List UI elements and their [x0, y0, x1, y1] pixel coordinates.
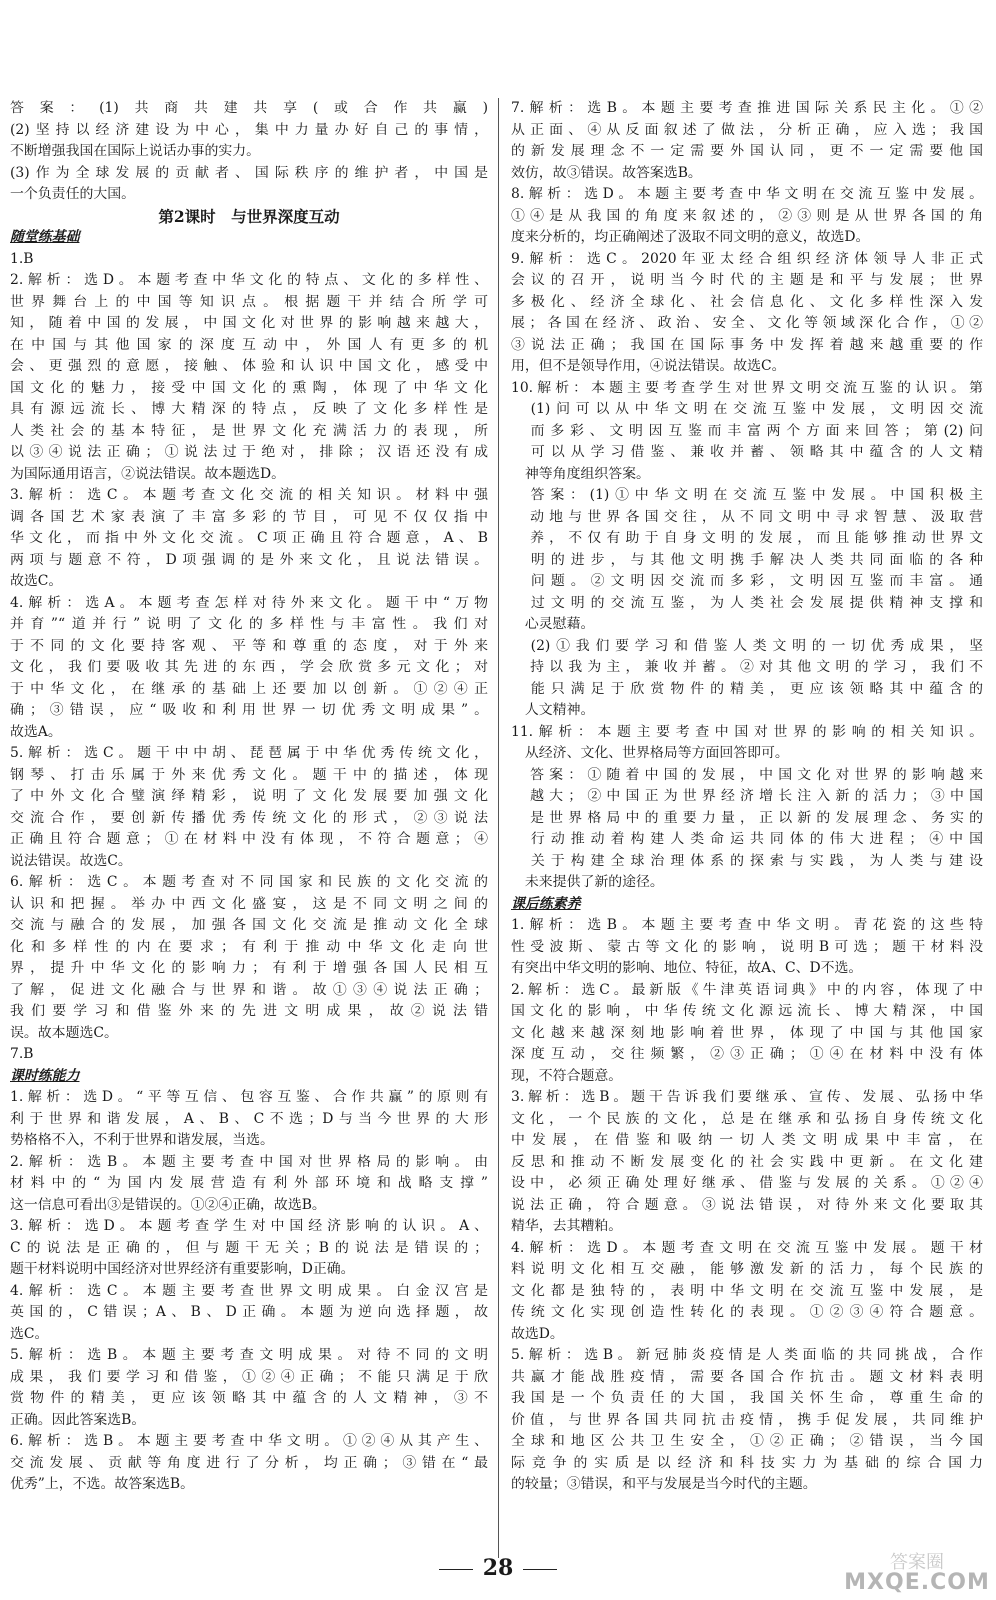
left-text-line: 两项与题意不符，D项强调的是外来文化，且说法错误。 — [10, 551, 488, 568]
right-text-line: 明的进步，与其他文明携手解决人类共同面临的各种 — [511, 551, 983, 568]
right-text-line: 8.解析：选D。本题主要考查中华文明在交流互鉴中发展。 — [511, 186, 983, 202]
right-text-line: 从正面、④从反面叙述了做法，分析正确，应入选；我国 — [511, 121, 983, 138]
left-text-line: 认识和把握。举办中西文化盛宴，这是不同文明之间的 — [10, 895, 488, 912]
left-text-line: 材料中的“为国内发展营造有利外部环境和战略支撑” — [10, 1175, 488, 1191]
right-text-line: 性受波斯、蒙古等文化的影响，说明B可选；题干材料没 — [511, 938, 983, 955]
right-text-line: 共赢才能战胜疫情，需要各国合作抗击。题文材料表明 — [511, 1368, 983, 1385]
left-text-line: 势格格不入，不利于世界和谐发展，当选。 — [10, 1132, 274, 1148]
right-text-line: 持以我为主，兼收并蓄。②对其他文明的学习，我们不 — [511, 659, 983, 675]
right-text-line: 的新发展理念不一定需要外国认同，更不一定需要他国 — [511, 143, 983, 159]
section-heading: 课时练能力 — [10, 1067, 80, 1084]
left-text-line: 知，随着中国的发展，中国文化对世界的影响越来越大， — [10, 315, 488, 331]
right-text-line: 会议的召开，说明当今时代的主题是和平与发展；世界 — [511, 272, 983, 288]
left-text-line: 成果，我们要学习和借鉴，①②④正确；不能只满足于欣 — [10, 1368, 488, 1385]
right-text-line: ①④是从我国的角度来叙述的，②③则是从世界各国的角 — [511, 207, 983, 224]
right-text-line: 深度互动，交往频繁，②③正确；①④在材料中没有体 — [511, 1046, 983, 1062]
right-text-line: 心灵慰藉。 — [511, 616, 595, 632]
left-text-line: 国文化的魅力，接受中国文化的熏陶，体现了中华文化 — [10, 379, 488, 396]
page-number-dash-right — [523, 1569, 557, 1570]
left-text-line: 1.解析：选D。“平等互信、包容互鉴、合作共赢”的原则有 — [10, 1089, 488, 1105]
right-text-line: 人文精神。 — [511, 702, 595, 718]
left-text-line: 调各国艺术家表演了丰富多彩的节目，可见不仅仅指中 — [10, 508, 488, 525]
left-text-line: 并育”“道并行”说明了文化的多样性与丰富性。我们对 — [10, 616, 488, 632]
right-text-line: 答案：(1)①中华文明在交流互鉴中发展。中国积极主 — [511, 487, 983, 503]
right-text-line: 10.解析：本题主要考查学生对世界文明交流互鉴的认识。第 — [511, 379, 983, 396]
right-text-line: 反思和推动不断发展变化的社会实践中更新。在文化建 — [511, 1153, 983, 1170]
watermark-text: MXQE.COM — [844, 1570, 990, 1595]
right-text-line: 5.解析：选B。新冠肺炎疫情是人类面临的共同挑战，合作 — [511, 1347, 983, 1363]
left-text-line: 了解，促进文化融合与世界和谐。故①③④说法正确； — [10, 981, 488, 998]
left-text-line: 钢琴、打击乐属于外来优秀文化。题干中的描述，体现 — [10, 766, 488, 783]
right-text-line: 11.解析：本题主要考查中国对世界的影响的相关知识。 — [511, 723, 983, 740]
left-text-line: 3.解析：选C。本题考查文化交流的相关知识。材料中强 — [10, 487, 488, 503]
left-text-line: 选C。 — [10, 1325, 49, 1342]
left-text-line: 5.解析：选C。题干中中胡、琵琶属于中华优秀传统文化， — [10, 745, 488, 761]
right-text-line: 行动推动着构建人类命运共同体的伟大进程；④中国 — [511, 831, 983, 847]
left-text-line: 故选C。 — [10, 573, 63, 589]
left-text-line: 2.解析：选D。本题考查中华文化的特点、文化的多样性、 — [10, 272, 488, 288]
right-text-line: ③说法正确；我国在国际事务中发挥着越来越重要的作 — [511, 336, 983, 353]
right-text-line: 动地与世界各国交往，从不同文明中寻求智慧、汲取营 — [511, 508, 983, 525]
right-text-line: 是世界格局中的重要力量，正以新的发展理念、务实的 — [511, 809, 983, 826]
right-text-line: 设中，必须正确处理好继承、借鉴与发展的关系。①②④ — [511, 1175, 983, 1191]
watermark-top-text: 答案圈 — [890, 1552, 944, 1573]
section-heading: 课后练素养 — [511, 895, 581, 912]
left-text-line: 说法错误。故选C。 — [10, 852, 132, 869]
left-text-line: 3.解析：选D。本题考查学生对中国经济影响的认识。A、 — [10, 1218, 488, 1234]
left-text-line: 6.解析：选C。本题考查对不同国家和民族的文化交流的 — [10, 874, 488, 890]
right-text-line: 全球和地区公共卫生安全，①②正确；②错误，当今国 — [511, 1433, 983, 1449]
left-text-line: 华文化，而指中外文化交流。C项正确且符合题意，A、B — [10, 530, 488, 546]
right-text-line: 价值，与世界各国共同抗击疫情，携手促发展，共同维护 — [511, 1411, 983, 1428]
right-text-line: 效仿，故③错误。故答案选B。 — [511, 164, 702, 181]
left-text-line: 人类社会的基本特征，是世界文化充满活力的表现，所 — [10, 422, 488, 439]
left-text-line: 1.B — [10, 250, 34, 267]
left-text-line: 4.解析：选C。本题主要考查世界文明成果。白金汉宫是 — [10, 1282, 488, 1299]
right-text-line: 未来提供了新的途径。 — [511, 874, 664, 890]
right-text-line: 的较量；③错误，和平与发展是当今时代的主题。 — [511, 1476, 817, 1492]
left-column — [10, 98, 488, 1496]
right-text-line: 7.解析：选B。本题主要考查推进国际关系民主化。①② — [511, 100, 983, 116]
left-text-line: 界，提升中华文化的影响力；有利于增强各国人民相互 — [10, 960, 488, 976]
column-divider — [498, 98, 499, 1558]
left-text-line: 利于世界和谐发展，A、B、C不选；D与当今世界的大形 — [10, 1110, 488, 1127]
right-text-line: 从经济、文化、世界格局等方面回答即可。 — [511, 745, 789, 761]
right-text-line: 而多彩、文明因互鉴而丰富两个方面来回答；第(2)问 — [511, 422, 983, 439]
right-text-line: 文化越来越深刻地影响着世界，体现了中国与其他国家 — [511, 1024, 983, 1041]
left-text-line: 在中国与其他国家的深度互动中，外国人有更多的机 — [10, 336, 488, 353]
right-text-line: 文化都是独特的，表明中华文明在交流互鉴中发展，是 — [511, 1282, 983, 1299]
right-text-line: 养，不仅有助于自身文明的发展，而且能够推动世界文 — [511, 530, 983, 546]
right-text-line: 1.解析：选B。本题主要考查中华文明。青花瓷的这些特 — [511, 917, 983, 933]
right-text-line: 答案：①随着中国的发展，中国文化对世界的影响越来 — [511, 766, 983, 783]
left-text-line: 世界舞台上的中国等知识点。根据题干并结合所学可 — [10, 293, 488, 310]
page-number-text: 28 — [482, 1555, 514, 1581]
left-text-line: 为国际通用语言，②说法错误。故本题选D。 — [10, 465, 286, 482]
lesson-title: 第2课时 与世界深度互动 — [158, 206, 340, 226]
right-text-line: 关于构建全球治理体系的探索与实践，为人类与建设 — [511, 852, 983, 869]
left-text-line: 这一信息可看出③是错误的。①②④正确，故选B。 — [10, 1196, 326, 1213]
left-text-line: 2.解析：选B。本题主要考查中国对世界格局的影响。由 — [10, 1153, 488, 1170]
left-text-line: 交流与融合的发展，加强各国文化交流是推动文化全球 — [10, 917, 488, 933]
left-text-line: 英国的，C错误；A、B、D正确。本题为逆向选择题，故 — [10, 1304, 488, 1320]
right-text-line: (1)问可以从中华文明在交流互鉴中发展，文明因交流 — [511, 401, 983, 417]
right-text-line: 有突出中华文明的影响、地位、特征，故A、C、D不选。 — [511, 960, 863, 976]
left-text-line: 4.解析：选A。本题考查怎样对待外来文化。题干中“万物 — [10, 594, 488, 611]
right-text-line: 传统文化实现创造性转化的表现。①②③④符合题意。 — [511, 1304, 983, 1320]
right-column — [511, 98, 983, 1496]
right-text-line: (2)①我们要学习和借鉴人类文明的一切优秀成果，坚 — [511, 637, 983, 654]
left-text-line: 文化，我们要吸收其先进的东西，学会欣赏多元文化；对 — [10, 659, 488, 675]
left-text-line: 了中外文化合璧演绎精彩，说明了文化发展要加强文化 — [10, 788, 488, 804]
left-text-line: 误。故本题选C。 — [10, 1024, 118, 1041]
left-text-line: 于不同的文化要持客观、平等和尊重的态度，对于外来 — [10, 637, 488, 654]
left-text-line: 优秀”上，不选。故答案选B。 — [10, 1476, 194, 1492]
right-text-line: 能只满足于欣赏物件的精美，更应该领略其中蕴含的 — [511, 680, 983, 697]
left-text-line: 正确。因此答案选B。 — [10, 1411, 146, 1428]
right-text-line: 中发展，在借鉴和吸纳一切人类文明成果中丰富，在 — [511, 1132, 983, 1148]
right-text-line: 我国是一个负责任的大国，我国关怀生命，尊重生命的 — [511, 1390, 983, 1406]
right-text-line: 9.解析：选C。2020年亚太经合组织经济体领导人非正式 — [511, 250, 983, 267]
right-text-line: 现，不符合题意。 — [511, 1067, 623, 1084]
left-text-line: 化和多样性的内在要求；有利于推动中华文化走向世 — [10, 938, 488, 955]
right-text-line: 2.解析：选C。最新版《牛津英语词典》中的内容，体现了中 — [511, 981, 983, 998]
left-text-line: 5.解析：选B。本题主要考查文明成果。对待不同的文明 — [10, 1347, 488, 1363]
left-text-line: 答案：(1)共商共建共享(或合作共赢) — [10, 100, 488, 116]
left-text-line: 6.解析：选B。本题主要考查中华文明。①②④从其产生、 — [10, 1433, 488, 1449]
left-text-line: 故选A。 — [10, 723, 62, 740]
page-number-dash-left — [439, 1569, 473, 1570]
left-text-line: 交流发展、贡献等角度进行了分析，均正确；③错在“最 — [10, 1454, 488, 1471]
left-text-line: 赏物件的精美，更应该领略其中蕴含的人文精神，③不 — [10, 1390, 488, 1406]
left-text-line: (2)坚持以经济建设为中心，集中力量办好自己的事情， — [10, 121, 488, 138]
right-text-line: 国文化的影响，中华传统文化源远流长、博大精深，中国 — [511, 1003, 983, 1019]
section-heading: 随堂练基础 — [10, 229, 80, 245]
left-text-line: 不断增强我国在国际上说话办事的实力。 — [10, 143, 261, 159]
right-text-line: 神等角度组织答案。 — [511, 465, 650, 482]
right-text-line: 展；各国在经济、政治、安全、文化等领域深化合作，①② — [511, 315, 983, 331]
right-text-line: 际竞争的实质是以经济和科技实力为基础的综合国力 — [511, 1454, 983, 1471]
right-text-line: 文化，一个民族的文化，总是在继承和弘扬自身传统文化 — [511, 1110, 983, 1127]
watermark-logo — [842, 1548, 992, 1596]
left-text-line: 具有源远流长、博大精深的特点，反映了文化多样性是 — [10, 401, 488, 417]
left-text-line: 7.B — [10, 1046, 34, 1062]
right-text-line: 料说明文化相互交融，能够激发新的活力，每个民族的 — [511, 1261, 983, 1277]
right-text-line: 度来分析的，均正确阐述了汲取不同文明的意义，故选D。 — [511, 229, 870, 245]
left-text-line: 以③④说法正确；①说法过于绝对，排除；汉语还没有成 — [10, 444, 488, 460]
left-text-line: 正确且符合题意；①在材料中没有体现，不符合题意；④ — [10, 831, 488, 847]
right-text-line: 多极化、经济全球化、社会信息化、文化多样性深入发 — [511, 293, 983, 310]
left-text-line: 我们要学习和借鉴外来的先进文明成果，故②说法错 — [10, 1003, 488, 1019]
left-text-line: (3)作为全球发展的贡献者、国际秩序的维护者，中国是 — [10, 164, 488, 181]
right-text-line: 4.解析：选D。本题考查文明在交流互鉴中发展。题干材 — [511, 1239, 983, 1256]
right-text-line: 精华，去其糟粕。 — [511, 1218, 623, 1234]
left-text-line: 交流合作，要创新传播优秀传统文化的形式，②③说法 — [10, 809, 488, 826]
left-text-line: 题干材料说明中国经济对世界经济有重要影响，D正确。 — [10, 1261, 355, 1277]
left-text-line: 会、更强烈的意愿，接触、体验和认识中国文化，感受中 — [10, 358, 488, 374]
right-text-line: 过文明的交流互鉴，为人类社会发展提供精神支撑和 — [511, 594, 983, 611]
right-text-line: 问题。②文明因交流而多彩，文明因互鉴而丰富。通 — [511, 573, 983, 589]
right-text-line: 故选D。 — [511, 1325, 564, 1342]
left-text-line: 一个负责任的大国。 — [10, 186, 136, 202]
right-text-line: 说法正确，符合题意。③说法错误，对待外来文化要取其 — [511, 1196, 983, 1213]
left-text-line: 确；③错误，应“吸收和利用世界一切优秀文明成果”。 — [10, 702, 488, 718]
right-text-line: 可以从学习借鉴、兼收并蓄、领略其中蕴含的人文精 — [511, 444, 983, 460]
right-text-line: 用，但不是领导作用，④说法错误。故选C。 — [511, 358, 786, 374]
left-text-line: 于中华文化，在继承的基础上还要加以创新。①②④正 — [10, 680, 488, 697]
right-text-line: 3.解析：选B。题干告诉我们要继承、宣传、发展、弘扬中华 — [511, 1089, 983, 1105]
left-text-line: C的说法是正确的，但与题干无关；B的说法是错误的； — [10, 1239, 488, 1256]
right-text-line: 越大；②中国正为世界经济增长注入新的活力；③中国 — [511, 788, 983, 804]
